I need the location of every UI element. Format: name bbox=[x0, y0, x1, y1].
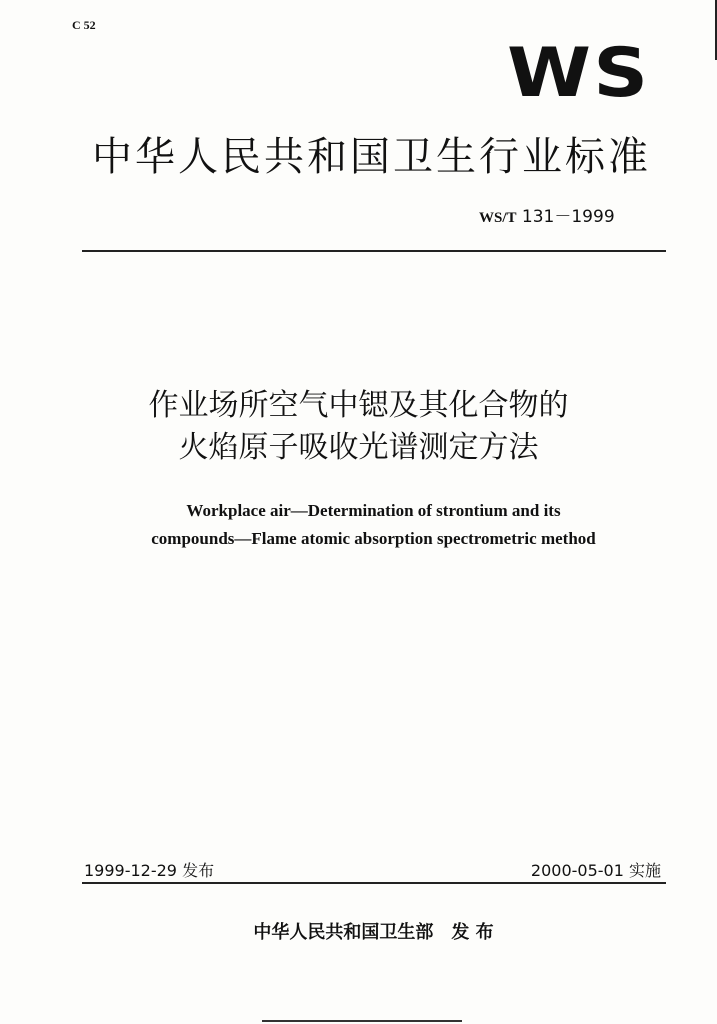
implementation-date: 2000-05-01 实施 bbox=[530, 861, 661, 880]
chinese-title-line-1: 作业场所空气中锶及其化合物的 bbox=[148, 388, 569, 423]
standard-category-title: 中华人民共和国卫生行业标准 bbox=[92, 134, 651, 180]
english-title bbox=[0, 497, 717, 553]
chinese-title-line-2: 火焰原子吸收光谱测定方法 bbox=[178, 430, 539, 465]
footer-divider bbox=[82, 882, 666, 884]
standard-number bbox=[479, 202, 615, 227]
issue-date: 1999-12-29 发布 bbox=[84, 861, 215, 880]
standard-number-prefix: WS/T bbox=[479, 210, 517, 226]
scan-bottom-mark bbox=[262, 1020, 462, 1022]
classification-code: C 52 bbox=[72, 18, 96, 32]
standard-number-value: 131－1999 bbox=[521, 207, 615, 227]
publisher: 中华人民共和国卫生部 发 布 bbox=[253, 922, 494, 943]
chinese-title bbox=[0, 385, 717, 469]
header-divider bbox=[82, 250, 666, 252]
english-title-line-2: compounds—Flame atomic absorption spectrometric method bbox=[151, 529, 596, 548]
ws-logo: WS bbox=[507, 34, 651, 113]
english-title-line-1: Workplace air—Determination of strontium and its bbox=[186, 501, 561, 520]
